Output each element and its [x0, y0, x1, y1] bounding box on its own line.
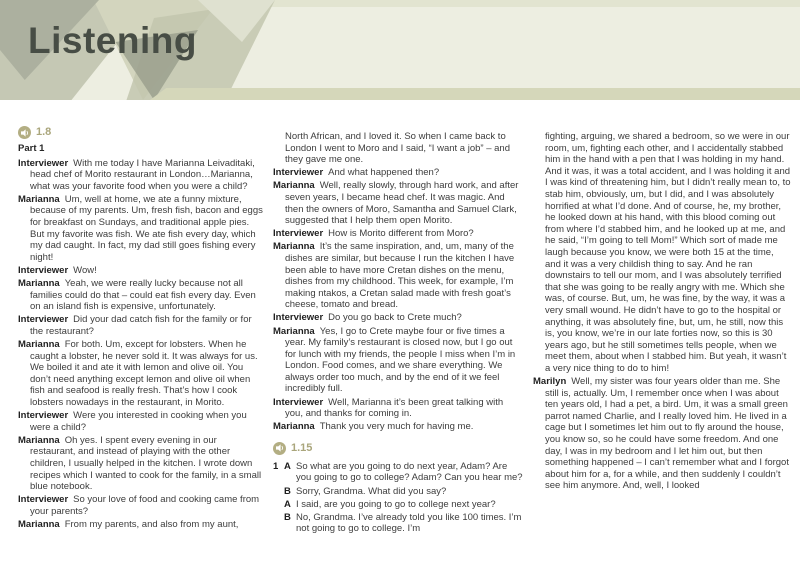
audio-track-number: 1.8 [36, 125, 52, 138]
transcript-part1-col1 [18, 158, 263, 531]
item-number: 1 [273, 460, 279, 472]
header-band [0, 0, 800, 100]
audio-track-header-1-15 [273, 442, 523, 455]
dialogue-line: Interviewer So your love of food and cooking came from your parents? [18, 494, 260, 517]
speaker-label: Interviewer [18, 410, 69, 422]
audio-track-header-1-8 [18, 126, 263, 139]
speaker-label: Interviewer [18, 314, 69, 326]
speaker-label: Interviewer [273, 228, 324, 240]
dialogue-line: Interviewer Did your dad catch fish for the family or for the restaurant? [18, 314, 252, 337]
speaker-letter: A [284, 460, 291, 472]
dialogue-line: Marianna Yes, I go to Crete maybe four or five times a year. My family’s restaurant is closed now, but I go out for lunch with my friends, the people I miss when I’m in London. Food comes, and we share everything. We always order too much, and by the end of it we feel incredibly full. [273, 325, 516, 395]
dialogue-line: Marianna Well, really slowly, through hard work, and after seven years, I became head chef. It was magic. And then the owners of Moro, Samantha and Samuel Clark, suggested that I help them open Morito. [273, 180, 519, 227]
dialogue-line: Interviewer How is Morito different from Moro? [273, 228, 474, 240]
page-title: Listening [28, 20, 197, 61]
audio-track-number: 1.15 [291, 441, 313, 454]
speaker-label: Interviewer [273, 312, 324, 324]
dialogue-line: Marianna For both. Um, except for lobsters. When he caught a lobster, he never sold it. It was always for us. We boiled it and ate it with lemon and olive oil. You don’t need anything except lemon and olive oil when fish and seafood is really fresh. That’s how I cook lobsters nowadays in the restaurant, in Morito. [18, 339, 258, 408]
dialogue-line: Interviewer Do you go back to Crete much? [273, 312, 462, 324]
dialogue-line: fighting, arguing, we shared a bedroom, so we were in our room, um, fighting each other, and I accidentally stabbed him in the hand with a pen that I was holding in my hand. And it was, it was a total accident, and I was holding it and I was kind of threatening him, but I didn’t really mean to, to stab him, obviously, um, but I did, and I was absolutely horrified at what I’d done. And of course, he, my brother, he looked down at his hand, with this blood coming out from where I’d stabbed him, and he looked up at me, and he said, “I’m going to tell Mom!” Which sort of made me laugh because you know, we were both 15 at the time, and it was a very childish thing to say. And he ran downstairs to tell our mom, and I was absolutely terrified that she was going to be really angry with me. Which she was, of course. But, um, he was fine, by the way, it was a very small wound. He didn’t have to go to the hospital or anything, it was absolutely fine, but, um, he still, now this is, you know, we’re in our late forties now, so this is 30 years ago, but he still sometimes tells people, when we meet them, about when I stabbed him. But yeah, it wasn’t a very nice thing to do to him! [545, 131, 791, 374]
speaker-label: Marianna [18, 193, 60, 205]
dialogue-line: Marianna From my parents, and also from my aunt, [18, 518, 239, 530]
transcript-content [0, 100, 800, 536]
speaker-label: Marianna [18, 518, 60, 530]
qa-line: 1 A So what are you going to do next year, Adam? Are you going to go to college? Adam? Can you hear me? [273, 460, 523, 484]
speaker-label: Marilyn [533, 375, 567, 387]
speaker-label: Interviewer [18, 494, 69, 506]
column-3 [533, 126, 792, 536]
dialogue-line: Marilyn Well, my sister was four years older than me. She still is, actually. Um, I remember once when I was about ten years old, I had a pet, a bird. Um, it was a small green parrot named Charlie, and I really loved him. He lived in a cage but I sometimes let him out to fly around the house, you know so, so he could have some freedom. And one day, I was in my bedroom and I let him out, but then something happened – I can’t remember what and I forgot about him for a, for a while, and then suddenly I couldn’t see him anymore. And, well, I looked [533, 375, 789, 492]
dialogue-line: Marianna It’s the same inspiration, and, um, many of the dishes are similar, but because I run the kitchen I have been able to have more Cretan dishes on the menu, dishes from my childhood. This week, for example, I’m making ntakos, a Cretan salad made with fresh goat’s cheese, tomato and bread. [273, 241, 515, 311]
transcript-part1-col2 [273, 131, 523, 433]
speaker-label: Interviewer [18, 157, 69, 169]
dialogue-line: Marianna Um, well at home, we ate a funny mixture, because of my parents. Um, fresh fish, bacon and eggs for breakfast on Sundays, and traditional apple pies. But my favorite was fish. We ate fish every day, which my dad caught. In fact, my dad still goes fishing every night! [18, 193, 263, 263]
part-label: Part 1 [18, 143, 45, 154]
speaker-label: Marianna [273, 180, 315, 192]
speaker-label: Marianna [273, 325, 315, 337]
qa-line: A I said, are you going to go to college next year? [284, 498, 496, 510]
speaker-letter: B [284, 485, 291, 497]
dialogue-line: Interviewer Were you interested in cooking when you were a child? [18, 410, 247, 433]
speaker-label: Marianna [18, 278, 60, 290]
speaker-label: Interviewer [273, 396, 324, 408]
header-strip-decoration [150, 88, 800, 100]
audio-speaker-icon [18, 126, 31, 139]
dialogue-line: Marianna Thank you very much for having me. [273, 421, 474, 433]
speaker-label: Interviewer [18, 264, 69, 276]
column-2 [273, 126, 523, 536]
qa-line: B No, Grandma. I’ve already told you like 100 times. I’m not going to go to college. I’m [284, 511, 522, 535]
audio-speaker-icon [273, 442, 286, 455]
speaker-letter: A [284, 498, 291, 510]
dialogue-line: Interviewer Wow! [18, 264, 97, 276]
dialogue-line: Interviewer Well, Marianna it’s been great talking with you, and thanks for coming in. [273, 396, 504, 420]
transcript-dialogue-col2 [273, 461, 523, 535]
speaker-label: Marianna [18, 339, 60, 350]
speaker-letter: B [284, 511, 291, 523]
speaker-label: Marianna [18, 434, 60, 446]
column-1 [18, 126, 263, 536]
speaker-label: Marianna [273, 421, 315, 433]
speaker-label: Interviewer [273, 167, 324, 179]
qa-line: B Sorry, Grandma. What did you say? [284, 485, 447, 497]
transcript-col3 [533, 131, 792, 492]
dialogue-line: Interviewer And what happened then? [273, 167, 440, 179]
dialogue-line: Marianna Oh yes. I spent every evening in our restaurant, and instead of playing with the other children, I usually helped in the kitchen. I wrote down recipes which I wanted to cook for the family, in a small blue notebook. [18, 434, 262, 493]
speaker-label: Marianna [273, 241, 315, 253]
dialogue-line: North African, and I loved it. So when I came back to London I went to Moro and I said, “I want a job” – and they gave me one. [285, 131, 510, 166]
dialogue-line: Marianna Yeah, we were really lucky because not all families could do that – could eat fish every day. Even on an island fish is expensive, unfortunately. [18, 278, 256, 313]
dialogue-line: Interviewer With me today I have Marianna Leivaditaki, head chef of Morito restaurant in London…Marianna, what was your favorite food when you were a child? [18, 157, 255, 192]
